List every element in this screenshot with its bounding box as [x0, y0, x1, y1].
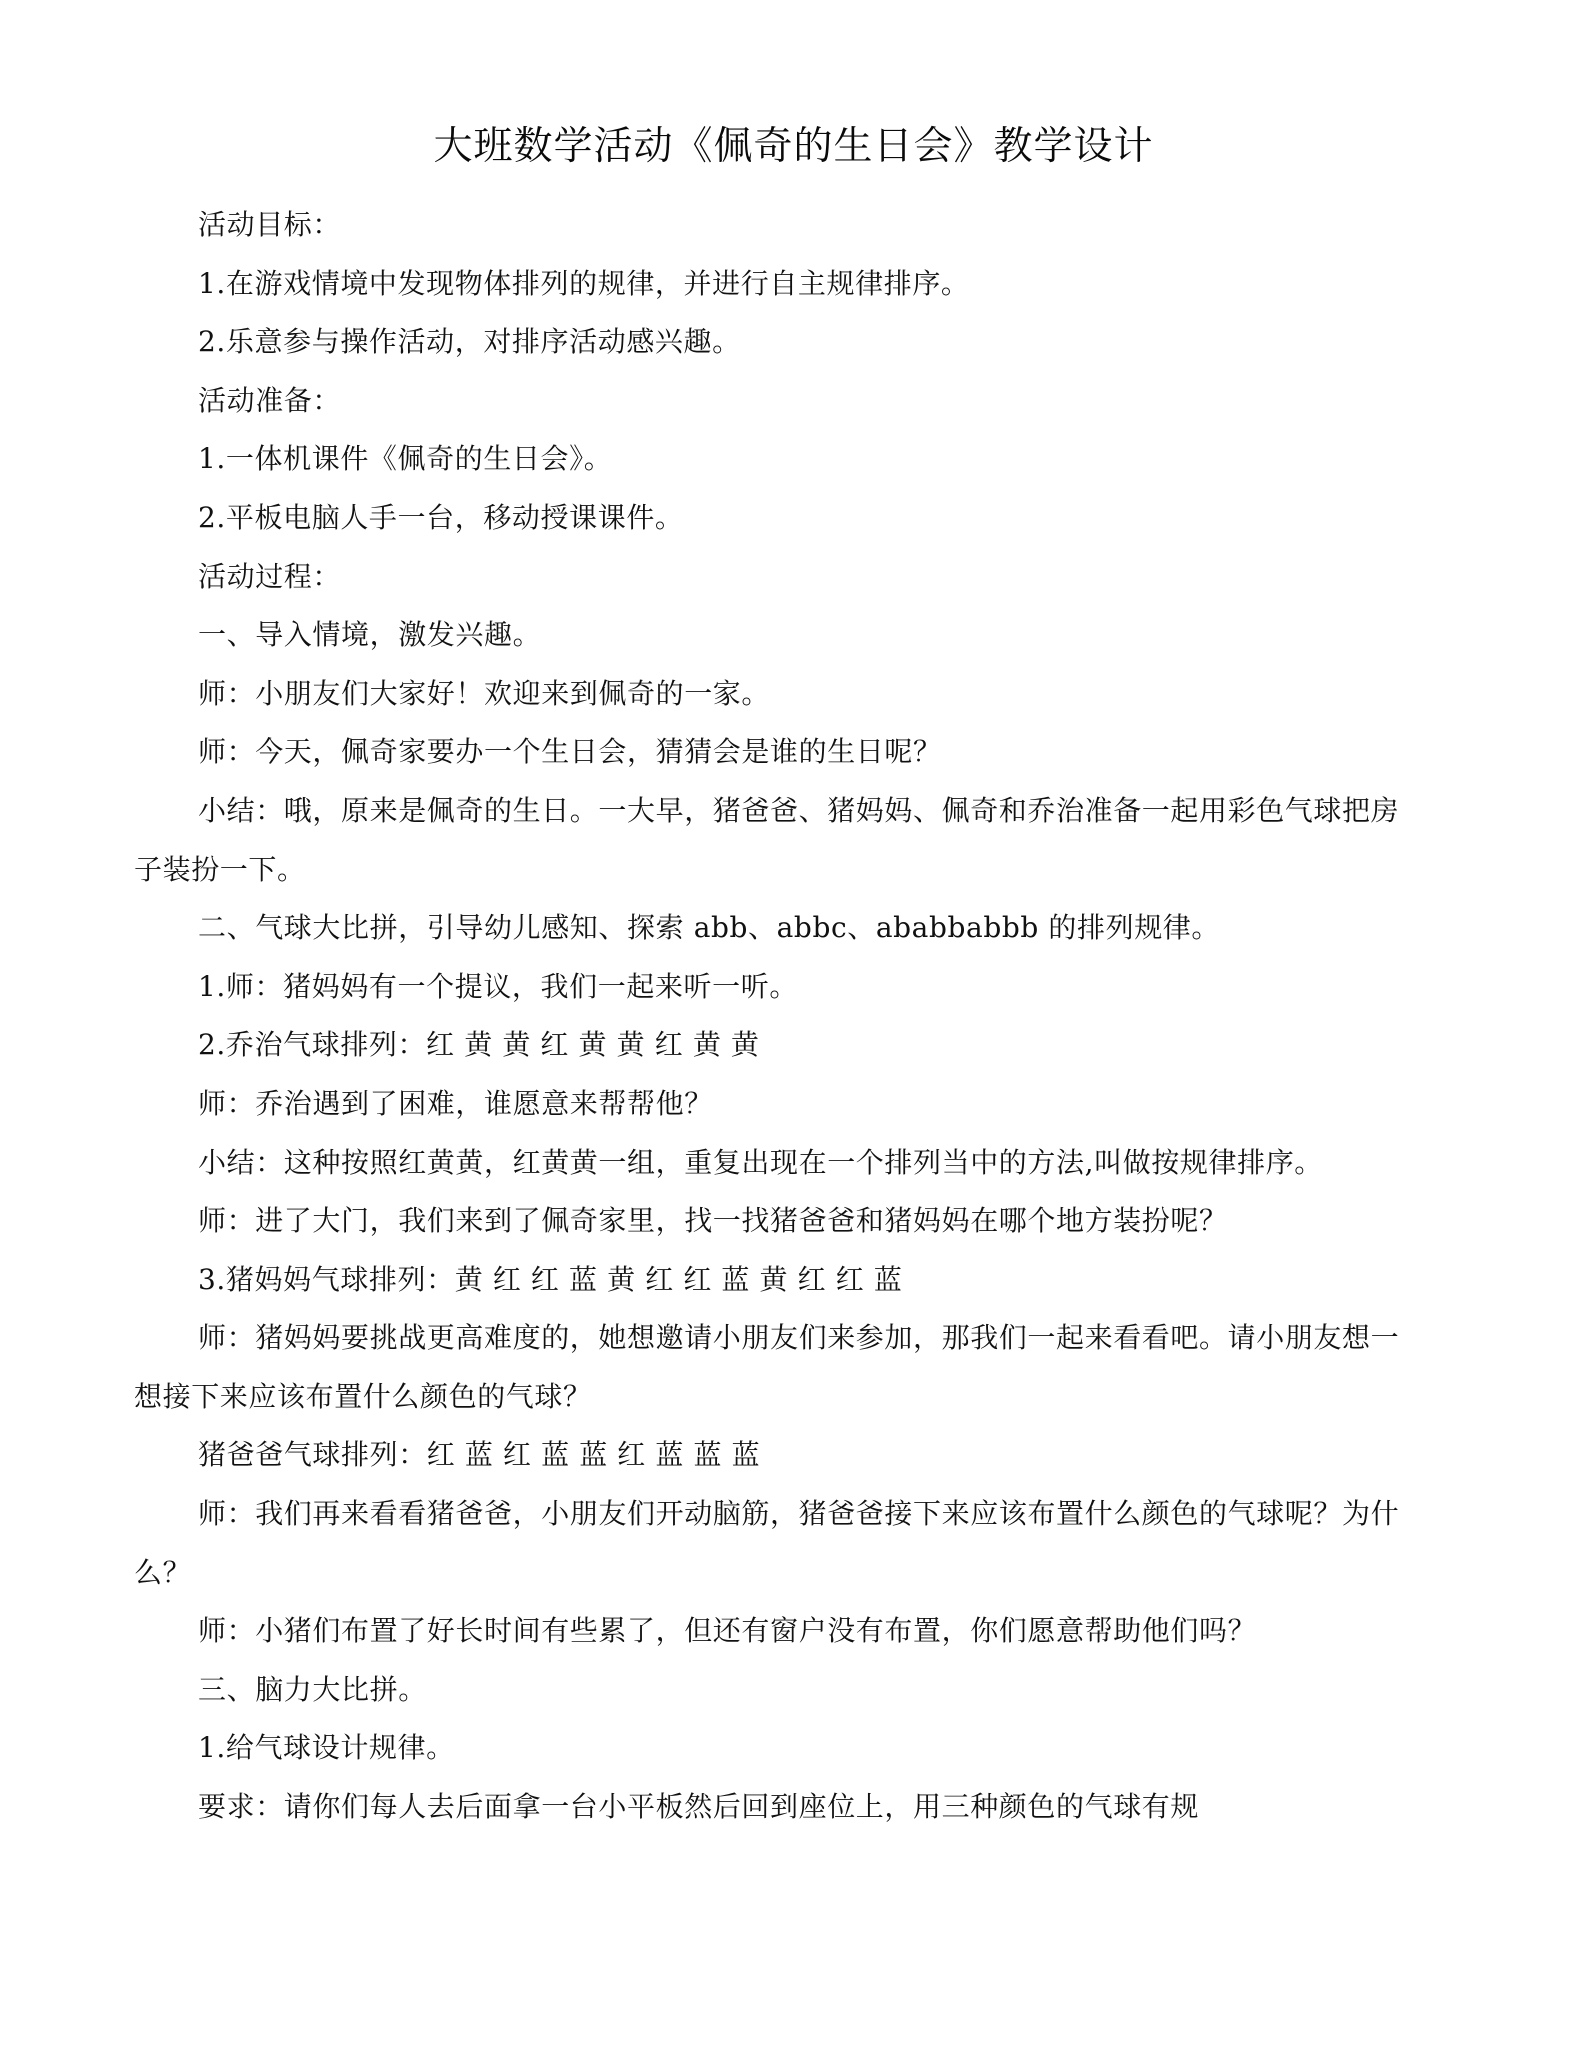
teacher-line: 师：我们再来看看猪爸爸，小朋友们开动脑筋，猪爸爸接下来应该布置什么颜色的气球呢？为什么？	[134, 1497, 1400, 1589]
heading-objectives: 活动目标：	[198, 208, 342, 241]
teacher-line: 师：小朋友们大家好！欢迎来到佩奇的一家。	[198, 676, 771, 710]
teacher-line: 师：进了大门，我们来到了佩奇家里，找一找猪爸爸和猪妈妈在哪个地方装扮呢？	[198, 1204, 1228, 1238]
preparation-1: 1.一体机课件《佩奇的生日会》。	[198, 442, 613, 476]
teacher-line: 师：今天，佩奇家要办一个生日会，猜猜会是谁的生日呢？	[198, 735, 942, 769]
heading-preparation: 活动准备：	[198, 383, 342, 417]
summary-paragraph: 小结：哦，原来是佩奇的生日。一大早，猪爸爸、猪妈妈、佩奇和乔治准备一起用彩色气球把房子装扮一下。	[134, 793, 1400, 886]
teacher-line: 师：乔治遇到了困难，谁愿意来帮帮他？	[198, 1086, 713, 1120]
document-body	[134, 196, 1410, 1837]
objective-1: 1.在游戏情境中发现物体排列的规律，并进行自主规律排序。	[198, 266, 970, 300]
document-title: 大班数学活动《佩奇的生日会》教学设计	[433, 124, 1154, 169]
teacher-line: 师：小猪们布置了好长时间有些累了，但还有窗户没有布置，你们愿意帮助他们吗？	[198, 1614, 1257, 1648]
requirement-paragraph: 要求：请你们每人去后面拿一台小平板然后回到座位上，用三种颜色的气球有规	[198, 1790, 1200, 1824]
step-1: 1.师：猪妈妈有一个提议，我们一起来听一听。	[198, 969, 798, 1003]
teacher-line: 师：猪妈妈要挑战更高难度的，她想邀请小朋友们来参加，那我们一起来看看吧。请小朋友想一想接下来应该布置什么颜色的气球？	[134, 1321, 1400, 1413]
george-balloon-pattern: 2.乔治气球排列：红 黄 黄 红 黄 黄 红 黄 黄	[198, 1028, 760, 1062]
summary-paragraph: 小结：这种按照红黄黄，红黄黄一组，重复出现在一个排列当中的方法,叫做按规律排序。	[198, 1145, 1323, 1179]
heading-process: 活动过程：	[198, 559, 342, 593]
preparation-2: 2.平板电脑人手一台，移动授课课件。	[198, 500, 684, 534]
section-1-heading: 一、导入情境，激发兴趣。	[198, 618, 542, 652]
section-3-heading: 三、脑力大比拼。	[198, 1672, 427, 1706]
section-2-heading: 二、气球大比拼，引导幼儿感知、探索 abb、abbc、ababbabbb 的排列规律。	[198, 911, 1220, 945]
daddy-pig-balloon-pattern: 猪爸爸气球排列：红 蓝 红 蓝 蓝 红 蓝 蓝 蓝	[198, 1438, 761, 1472]
objective-2: 2.乐意参与操作活动，对排序活动感兴趣。	[198, 325, 741, 359]
mummy-pig-balloon-pattern: 3.猪妈妈气球排列：黄 红 红 蓝 黄 红 红 蓝 黄 红 红 蓝	[198, 1262, 903, 1296]
step-1: 1.给气球设计规律。	[198, 1731, 455, 1765]
